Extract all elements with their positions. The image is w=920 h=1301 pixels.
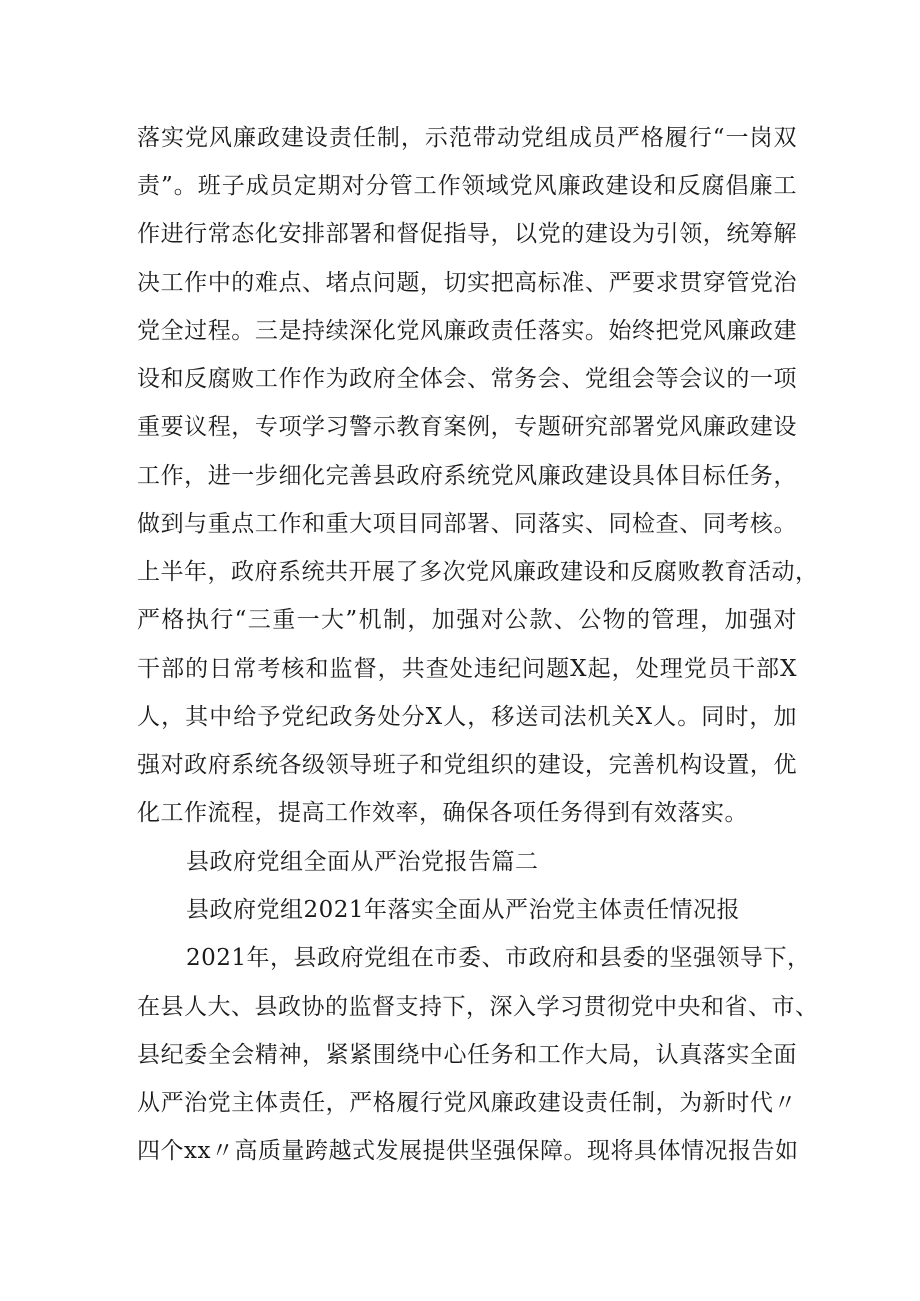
text-line: 干部的日常考核和监督，共查处违纪问题X起，处理党员干部X <box>137 656 797 682</box>
text-line: 重要议程，专项学习警示教育案例，专题研究部署党风廉政建设 <box>137 414 797 440</box>
text-line: 从严治党主体责任，严格履行党风廉政建设责任制，为新时代〃 <box>137 1090 797 1116</box>
text-line: 严格执行“三重一大”机制，加强对公款、公物的管理，加强对 <box>137 607 797 633</box>
text-line: 在县人大、县政协的监督支持下，深入学习贯彻党中央和省、市、 <box>137 994 819 1020</box>
text-line: 强对政府系统各级领导班子和党组织的建设，完善机构设置，优 <box>137 752 797 778</box>
report-title: 县政府党组2021年落实全面从严治党主体责任情况报 <box>186 897 741 923</box>
text-line: 人，其中给予党纪政务处分X人，移送司法机关X人。同时，加 <box>137 704 797 730</box>
text-line: 决工作中的难点、堵点问题，切实把高标准、严要求贯穿管党治 <box>137 270 797 296</box>
text-line: 落实党风廉政建设责任制，示范带动党组成员严格履行“一岗双 <box>137 125 797 151</box>
text-line: 设和反腐败工作作为政府全体会、常务会、党组会等会议的一项 <box>137 366 797 392</box>
text-line: 2021年，县政府党组在市委、市政府和县委的坚强领导下， <box>186 945 811 971</box>
section-heading: 县政府党组全面从严治党报告篇二 <box>186 849 539 875</box>
text-line: 上半年，政府系统共开展了多次党风廉政建设和反腐败教育活动， <box>137 559 819 585</box>
text-line: 责”。班子成员定期对分管工作领域党风廉政建设和反腐倡廉工 <box>137 173 797 199</box>
text-line: 化工作流程，提高工作效率，确保各项任务得到有效落实。 <box>137 800 748 826</box>
text-line: 作进行常态化安排部署和督促指导，以党的建设为引领，统筹解 <box>137 221 797 247</box>
text-line: 县纪委全会精神，紧紧围绕中心任务和工作大局，认真落实全面 <box>137 1042 797 1068</box>
text-line: 四个xx〃高质量跨越式发展提供坚强保障。现将具体情况报告如 <box>137 1138 799 1164</box>
text-line: 做到与重点工作和重大项目同部署、同落实、同检查、同考核。 <box>137 511 797 537</box>
text-line: 工作，进一步细化完善县政府系统党风廉政建设具体目标任务， <box>137 463 797 489</box>
text-line: 党全过程。三是持续深化党风廉政责任落实。始终把党风廉政建 <box>137 318 797 344</box>
